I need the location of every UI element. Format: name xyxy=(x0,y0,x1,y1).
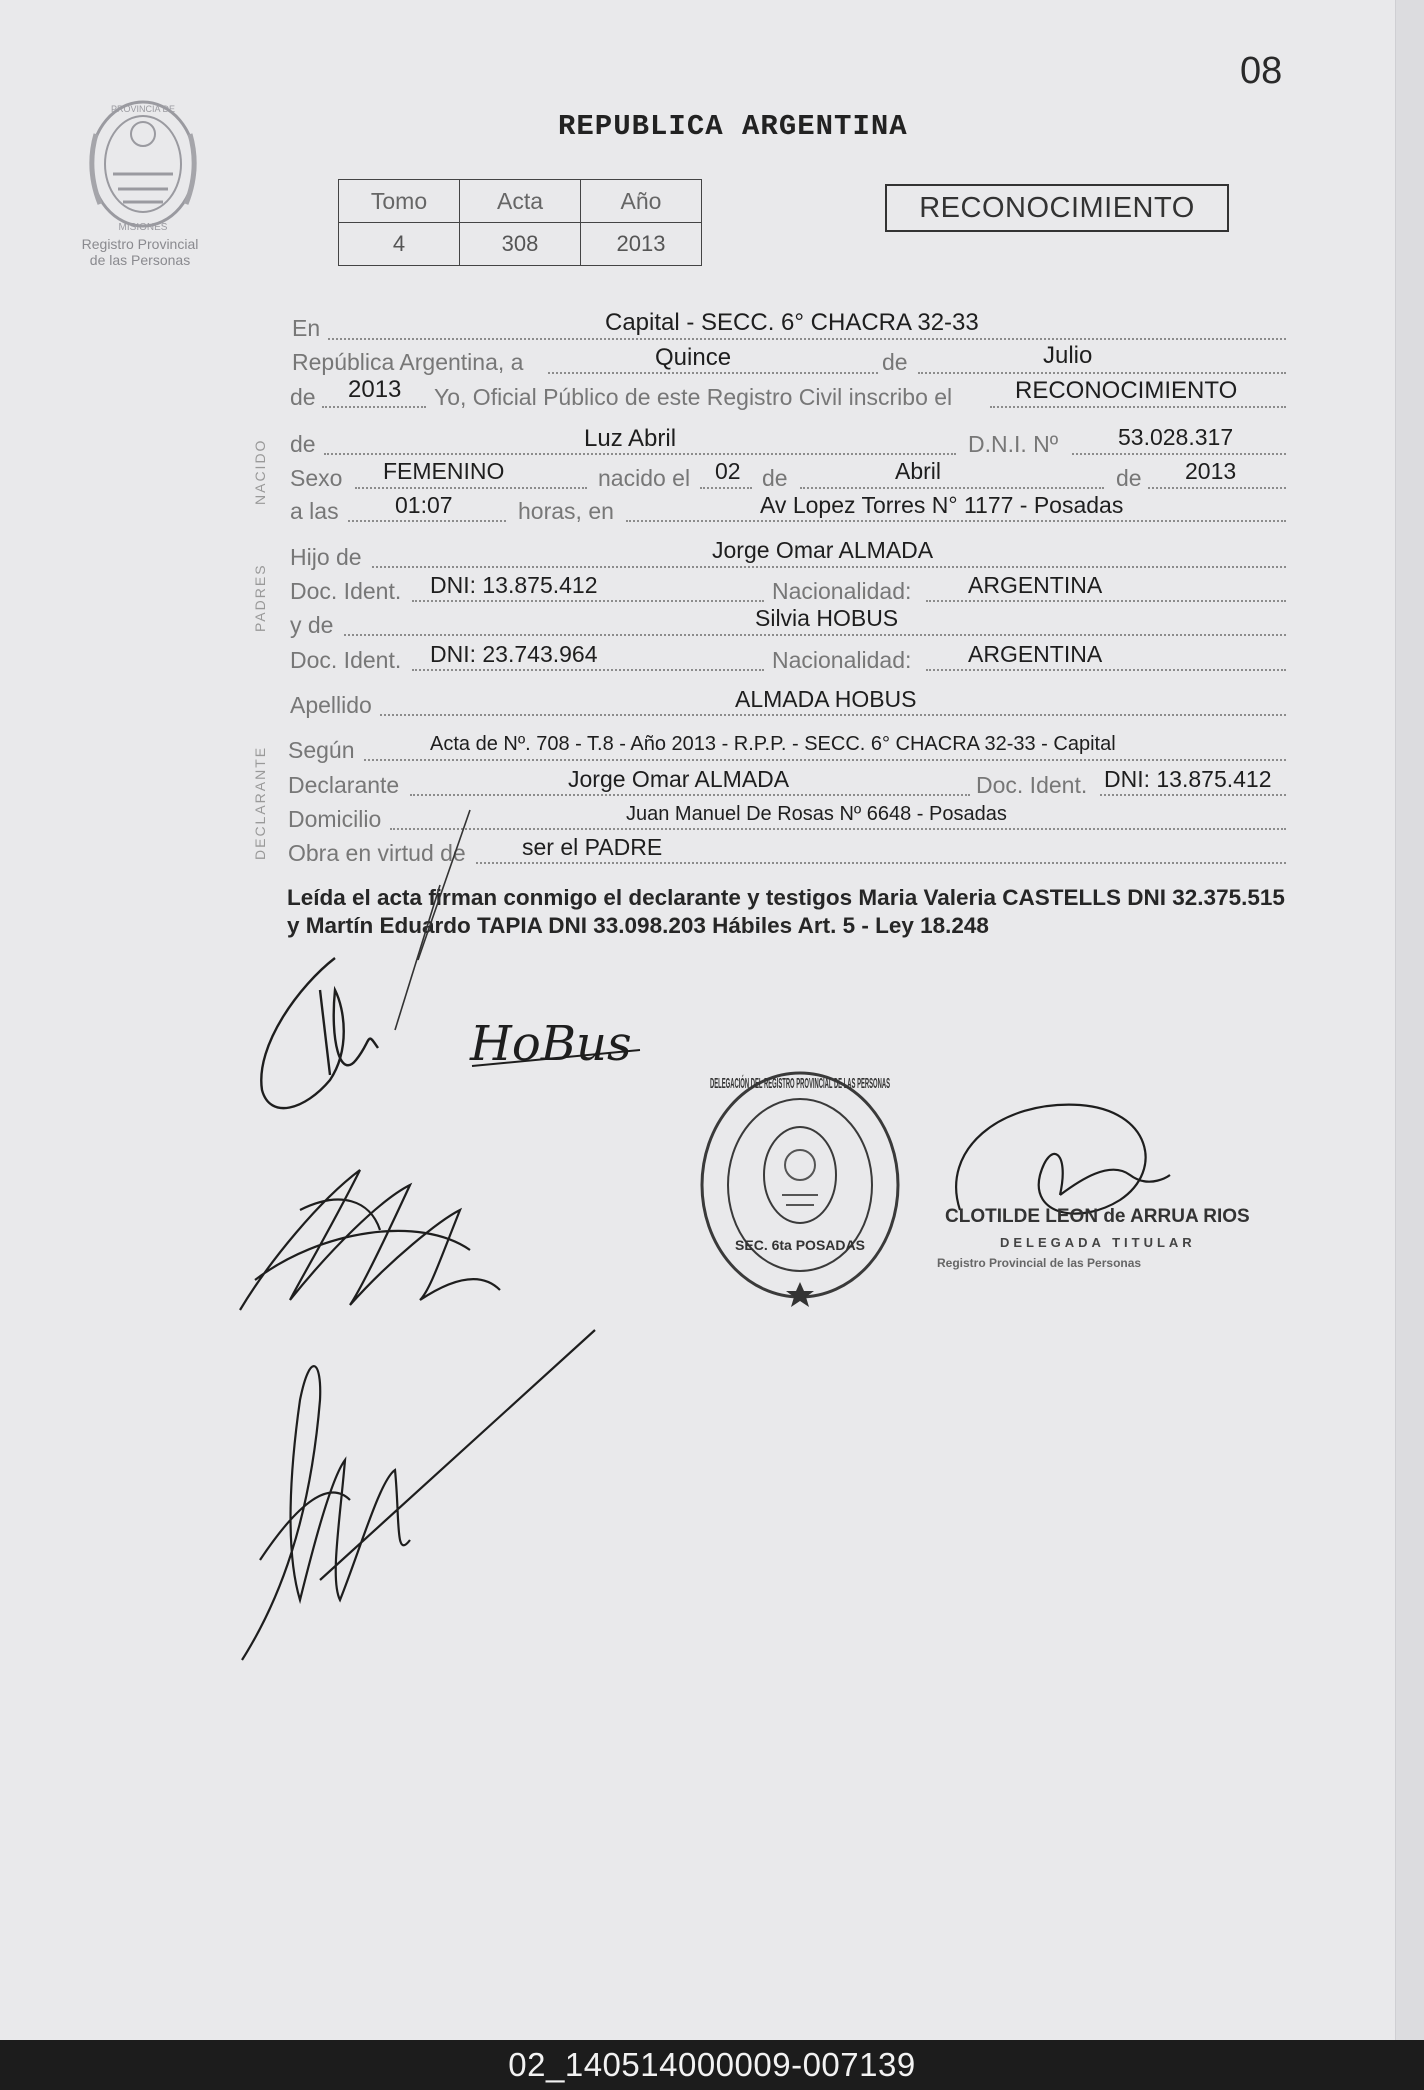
doc-label: Doc. Ident. xyxy=(290,647,402,673)
mother-doc-value: DNI: 23.743.964 xyxy=(430,641,598,667)
side-label-nacido: NACIDO xyxy=(252,438,268,505)
registry-caption-line1: Registro Provincial xyxy=(81,236,199,252)
horas-label: horas, en xyxy=(518,498,614,524)
en-label: En xyxy=(292,315,321,341)
registry-caption xyxy=(60,236,220,268)
record-table xyxy=(338,179,702,266)
mother-nationality-value: ARGENTINA xyxy=(968,641,1103,667)
delegate-title: DELEGADA TITULAR xyxy=(1000,1235,1196,1250)
record-value-ano: 2013 xyxy=(581,223,702,266)
year-value: 2013 xyxy=(348,376,402,403)
dni-label: D.N.I. Nº xyxy=(968,431,1059,457)
dotted-line xyxy=(800,487,1104,489)
nacionalidad-label: Nacionalidad: xyxy=(772,647,912,673)
oficial-text: Yo, Oficial Público de este Registro Civil inscribo el xyxy=(434,384,953,410)
child-name-value: Luz Abril xyxy=(584,425,677,452)
de-label: de xyxy=(290,431,316,457)
seal-inner-text: SEC. 6ta POSADAS xyxy=(735,1237,865,1253)
dotted-line xyxy=(372,566,1286,568)
declarante-doc-value: DNI: 13.875.412 xyxy=(1104,766,1272,792)
coat-text-top: PROVINCIA DE xyxy=(110,104,176,114)
yde-label: y de xyxy=(290,612,334,638)
dotted-line xyxy=(412,669,764,671)
doc-label: Doc. Ident. xyxy=(290,578,402,604)
de-label: de xyxy=(290,384,316,410)
dotted-line xyxy=(344,634,1286,636)
en-value: Capital - SECC. 6° CHACRA 32-33 xyxy=(605,309,979,336)
birth-year-value: 2013 xyxy=(1185,458,1237,484)
birth-place-value: Av Lopez Torres N° 1177 - Posadas xyxy=(760,492,1124,518)
dotted-line xyxy=(626,520,1286,522)
de-label: de xyxy=(882,349,908,375)
dni-value: 53.028.317 xyxy=(1118,424,1234,450)
dotted-line xyxy=(380,714,1286,716)
sexo-value: FEMENINO xyxy=(383,458,505,484)
father-doc-value: DNI: 13.875.412 xyxy=(430,572,598,598)
de-label: de xyxy=(1116,465,1142,491)
coat-of-arms-icon xyxy=(78,94,208,234)
page-edge xyxy=(1395,0,1424,2040)
doc-ident-label: Doc. Ident. xyxy=(976,772,1088,798)
dotted-line xyxy=(700,487,752,489)
dotted-line xyxy=(324,453,956,455)
day-value: Quince xyxy=(655,344,732,371)
record-value-acta: 308 xyxy=(460,223,581,266)
footer-document-id: 02_140514000009-007139 xyxy=(0,2040,1424,2090)
segun-label: Según xyxy=(288,737,355,763)
time-value: 01:07 xyxy=(395,492,453,518)
birth-day-value: 02 xyxy=(715,458,741,484)
page-number: 08 xyxy=(1240,50,1283,92)
dotted-line xyxy=(476,862,1286,864)
registry-caption-line2: de las Personas xyxy=(89,252,191,268)
record-type-box: RECONOCIMIENTO xyxy=(885,184,1229,232)
dotted-line xyxy=(355,487,587,489)
segun-value: Acta de Nº. 708 - T.8 - Año 2013 - R.P.P. - SECC. 6° CHACRA 32-33 - Capital xyxy=(430,733,1116,755)
declarante-value: Jorge Omar ALMADA xyxy=(568,766,790,792)
dotted-line xyxy=(1148,487,1286,489)
side-label-padres: PADRES xyxy=(252,563,268,632)
coat-text-bottom: MISIONES xyxy=(118,222,168,233)
dotted-line xyxy=(412,600,764,602)
dotted-line xyxy=(410,794,970,796)
record-header-ano: Año xyxy=(581,180,702,223)
birth-month-value: Abril xyxy=(895,458,942,484)
record-value-tomo: 4 xyxy=(339,223,460,266)
delegate-name: CLOTILDE LEON de ARRUA RIOS xyxy=(945,1206,1250,1227)
father-name-value: Jorge Omar ALMADA xyxy=(712,537,934,563)
dotted-line xyxy=(390,828,1286,830)
sexo-label: Sexo xyxy=(290,465,343,491)
a-las-label: a las xyxy=(290,498,339,524)
dotted-line xyxy=(548,372,878,374)
dotted-line xyxy=(1072,453,1286,455)
signature-hobus-icon: HoBus xyxy=(470,1016,632,1072)
record-header-tomo: Tomo xyxy=(339,180,460,223)
de-label: de xyxy=(762,465,788,491)
dotted-line xyxy=(990,406,1286,408)
dotted-line xyxy=(1100,794,1286,796)
side-label-declarante: DECLARANTE xyxy=(252,745,268,860)
dotted-line xyxy=(322,406,426,408)
dotted-line xyxy=(364,759,1286,761)
nacido-label: nacido el xyxy=(598,465,691,491)
obra-label: Obra en virtud de xyxy=(288,840,466,866)
dotted-line xyxy=(926,600,1286,602)
obra-value: ser el PADRE xyxy=(522,834,663,860)
declarante-label: Declarante xyxy=(288,772,400,798)
dotted-line xyxy=(348,520,506,522)
record-header-acta: Acta xyxy=(460,180,581,223)
surname-value: ALMADA HOBUS xyxy=(735,686,917,712)
dotted-line xyxy=(926,669,1286,671)
mother-name-value: Silvia HOBUS xyxy=(755,605,899,631)
father-nationality-value: ARGENTINA xyxy=(968,572,1103,598)
apellido-label: Apellido xyxy=(290,692,372,718)
country-title: REPUBLICA ARGENTINA xyxy=(558,110,908,143)
domicilio-value: Juan Manuel De Rosas Nº 6648 - Posadas xyxy=(626,803,1007,825)
domicilio-label: Domicilio xyxy=(288,806,382,832)
delegate-office: Registro Provincial de las Personas xyxy=(937,1256,1142,1270)
dotted-line xyxy=(328,338,1286,340)
nacionalidad-label: Nacionalidad: xyxy=(772,578,912,604)
inscribo-value: RECONOCIMIENTO xyxy=(1015,377,1238,404)
closing-paragraph: Leída el acta firman conmigo el declarante y testigos Maria Valeria CASTELLS DNI 32.375.515 y Martín Eduardo TAPIA DNI 33.098.203 Hábiles Art. 5 - Ley 18.248 xyxy=(287,885,1285,938)
republica-label: República Argentina, a xyxy=(292,349,524,375)
month-value: Julio xyxy=(1043,342,1093,369)
dotted-line xyxy=(918,372,1286,374)
hijo-label: Hijo de xyxy=(290,544,362,570)
